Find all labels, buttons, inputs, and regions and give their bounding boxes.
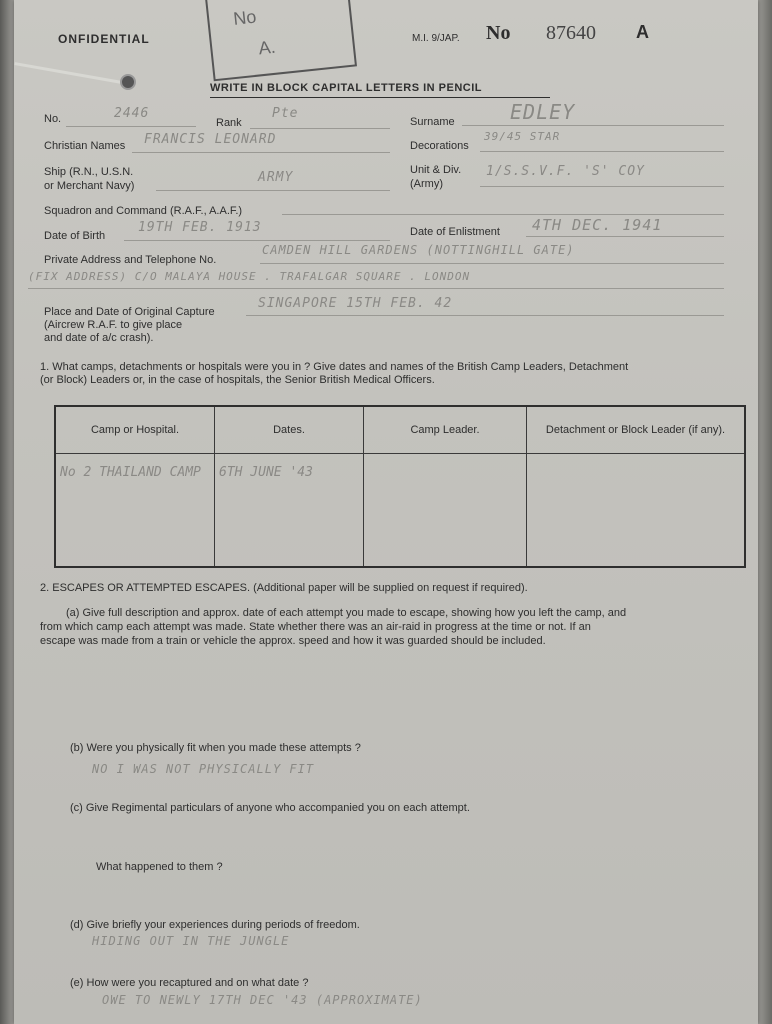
cell-camp-leader [364,454,527,568]
ship-label-1: Ship (R.N., U.S.N. [44,166,134,178]
q2b-question: (b) Were you physically fit when you made these attempts ? [70,742,361,754]
punch-hole [120,74,136,90]
dob-label: Date of Birth [44,230,106,242]
no-line [66,126,196,127]
ref-code: M.I. 9/JAP. [412,33,460,44]
dob-line [124,240,390,241]
address-line-1 [260,263,724,264]
christian-line [132,152,390,153]
q2d-question: (d) Give briefly your experiences during periods of freedom. [70,919,360,931]
unit-value: 1/S.S.V.F. 'S' COY [486,164,645,179]
table-row [55,454,745,568]
ref-stamp [205,0,357,81]
capture-value: SINGAPORE 15TH FEB. 42 [258,296,453,311]
number-label: No [486,22,511,44]
camps-table [54,405,746,568]
q2c-subquestion: What happened to them ? [96,861,223,873]
capture-label-1: Place and Date of Original Capture [44,306,215,318]
rank-label: Rank [216,117,242,129]
q2e-question: (e) How were you recaptured and on what date ? [70,977,309,989]
q2e-answer: OWE TO NEWLY 17TH DEC '43 (APPROXIMATE) [102,993,423,1007]
address-value-1: CAMDEN HILL GARDENS (NOTTINGHILL GATE) [262,243,575,257]
rank-line [250,128,390,129]
instruction-heading: WRITE IN BLOCK CAPITAL LETTERS IN PENCIL [210,82,482,94]
ship-line [156,190,390,191]
q1-text-2: (or Block) Leaders or, in the case of hospitals, the Senior British Medical Officers. [40,374,435,386]
address-line-2 [28,288,724,289]
no-value: 2446 [114,106,150,121]
col-camp-leader: Camp Leader. [364,406,527,454]
capture-line [246,315,724,316]
cell-detachment-leader [527,454,746,568]
q2a-text-3: escape was made from a train or vehicle the approx. speed and how it was guarded should be included. [40,635,546,647]
surname-label: Surname [410,116,455,128]
cell-dates [215,454,364,568]
decorations-value: 39/45 STAR [484,130,561,143]
q2d-answer: HIDING OUT IN THE JUNGLE [92,934,290,948]
address-label: Private Address and Telephone No. [44,254,217,266]
cell-camp-leader-value [368,454,522,462]
unit-label-1: Unit & Div. [410,164,462,176]
decorations-label: Decorations [410,140,469,152]
ship-label-2: or Merchant Navy) [44,180,135,192]
unit-label-2: (Army) [410,178,443,190]
enlistment-label: Date of Enlistment [410,226,500,238]
col-detachment-leader: Detachment or Block Leader (if any). [527,406,746,454]
table-header-row [55,406,745,454]
surname-value: EDLEY [510,100,576,124]
form-sheet [14,0,758,1024]
address-value-2: (FIX ADDRESS) C/O MALAYA HOUSE . TRAFALGAR SQUARE . LONDON [28,270,471,283]
capture-label-2: (Aircrew R.A.F. to give place [44,319,183,331]
enlistment-value: 4TH DEC. 1941 [532,216,663,234]
christian-label: Christian Names [44,140,126,152]
unit-line [480,186,724,187]
decorations-line [480,151,724,152]
q2-heading: 2. ESCAPES OR ATTEMPTED ESCAPES. (Additional paper will be supplied on request if required). [40,582,528,594]
capture-label-3: and date of a/c crash). [44,332,154,344]
q2a-text-2: from which camp each attempt was made. State whether there was an air-raid in progress at the time or not. If an [40,621,591,633]
cell-camp-value: No 2 THAILAND CAMP [60,465,201,480]
col-dates: Dates. [215,406,364,454]
squadron-line [282,214,724,215]
ship-value: ARMY [258,170,294,185]
serial-number: 87640 [546,22,596,44]
stamp-text: No [232,6,258,29]
christian-value: FRANCIS LEONARD [144,132,277,147]
binding-string [13,62,131,93]
dob-value: 19TH FEB. 1913 [138,220,262,235]
q2b-answer: NO I WAS NOT PHYSICALLY FIT [92,762,315,776]
rank-value: Pte [272,106,299,121]
cell-dates-value: 6TH JUNE '43 [219,465,313,480]
background-strip [758,0,772,1024]
instruction-underline [210,97,550,98]
serial-suffix: A [636,22,649,42]
q2a-text-1: (a) Give full description and approx. date of each attempt you made to escape, showing how you left the camp, and [66,607,627,619]
confidential-label: ONFIDENTIAL [58,32,150,46]
surname-line [462,125,724,126]
cell-detachment-value [531,454,740,462]
col-camp: Camp or Hospital. [55,406,215,454]
stamp-letter: A. [257,36,277,59]
enlistment-line [526,236,724,237]
no-label: No. [44,113,62,125]
q1-text-1: 1. What camps, detachments or hospitals were you in ? Give dates and names of the British Camp Leaders, Detachment [40,361,629,373]
cell-camp [55,454,215,568]
q2c-question: (c) Give Regimental particulars of anyone who accompanied you on each attempt. [70,802,470,814]
squadron-label: Squadron and Command (R.A.F., A.A.F.) [44,205,243,217]
